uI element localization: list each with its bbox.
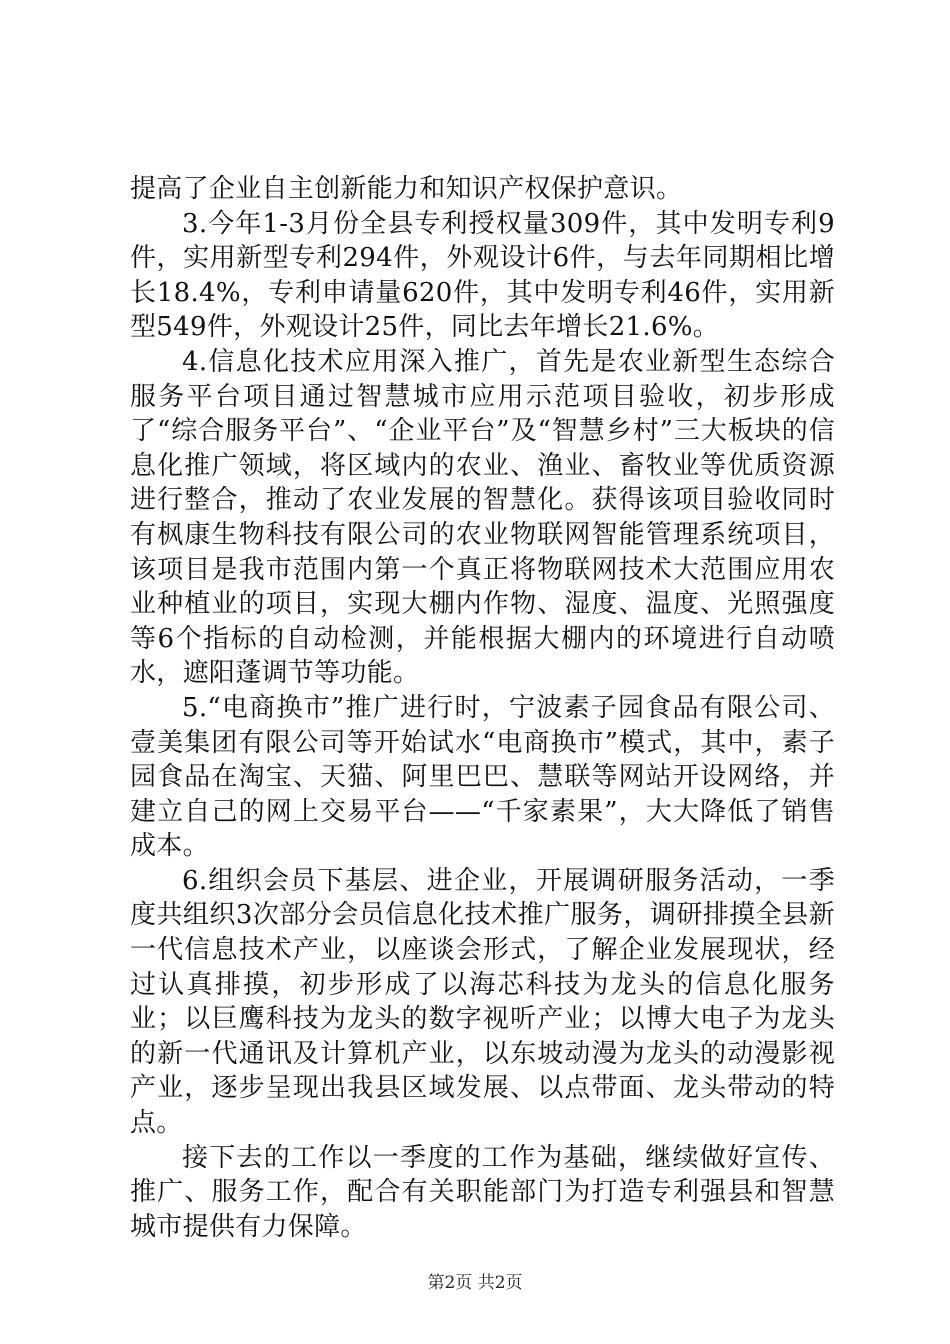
page-number-footer: 第2页 共2页 [427,1273,523,1293]
paragraph-3: 4.信息化技术应用深入推广，首先是农业新型生态综合服务平台项目通过智慧城市应用示范项目验收，初步形成了“综合服务平台”、“企业平台”及“智慧乡村”三大板块的信息化推广领域，将区域内的农业、渔业、畜牧业等优质资源进行整合，推动了农业发展的智慧化。获得该项目验收同时有枫康生物科技有限公司的农业物联网智能管理系统项目，该项目是我市范围内第一个真正将物联网技术大范围应用农业种植业的项目，实现大棚内作物、湿度、温度、光照强度等6个指标的自动检测，并能根据大棚内的环境进行自动喷水，遮阳蓬调节等功能。 [130,346,835,689]
paragraph-1: 提高了企业自主创新能力和知识产权保护意识。 [130,174,683,204]
paragraph-4: 5.“电商换市”推广进行时，宁波素子园食品有限公司、壹美集团有限公司等开始试水“电商换市”模式，其中，素子园食品在淘宝、天猫、阿里巴巴、慧联等网站开设网络，并建立自己的网上交易平台——“千家素果”，大大降低了销售成本。 [130,692,835,862]
paragraph-5: 6.组织会员下基层、进企业，开展调研服务活动，一季度共组织3次部分会员信息化技术推广服务，调研排摸全县新一代信息技术产业，以座谈会形式，了解企业发展现状，经过认真排摸，初步形成了以海芯科技为龙头的信息化服务业；以巨鹰科技为龙头的数字视听产业；以博大电子为龙头的新一代通讯及计算机产业，以东坡动漫为龙头的动漫影视产业，逐步呈现出我县区域发展、以点带面、龙头带动的特点。 [130,865,835,1139]
document-body [130,172,835,1244]
paragraph-6: 接下去的工作以一季度的工作为基础，继续做好宣传、推广、服务工作，配合有关职能部门为打造专利强县和智慧城市提供有力保障。 [130,1142,835,1242]
paragraph-2: 3.今年1-3月份全县专利授权量309件，其中发明专利9件，实用新型专利294件，外观设计6件，与去年同期相比增长18.4%，专利申请量620件，其中发明专利46件，实用新型549件，外观设计25件，同比去年增长21.6%。 [130,208,835,343]
